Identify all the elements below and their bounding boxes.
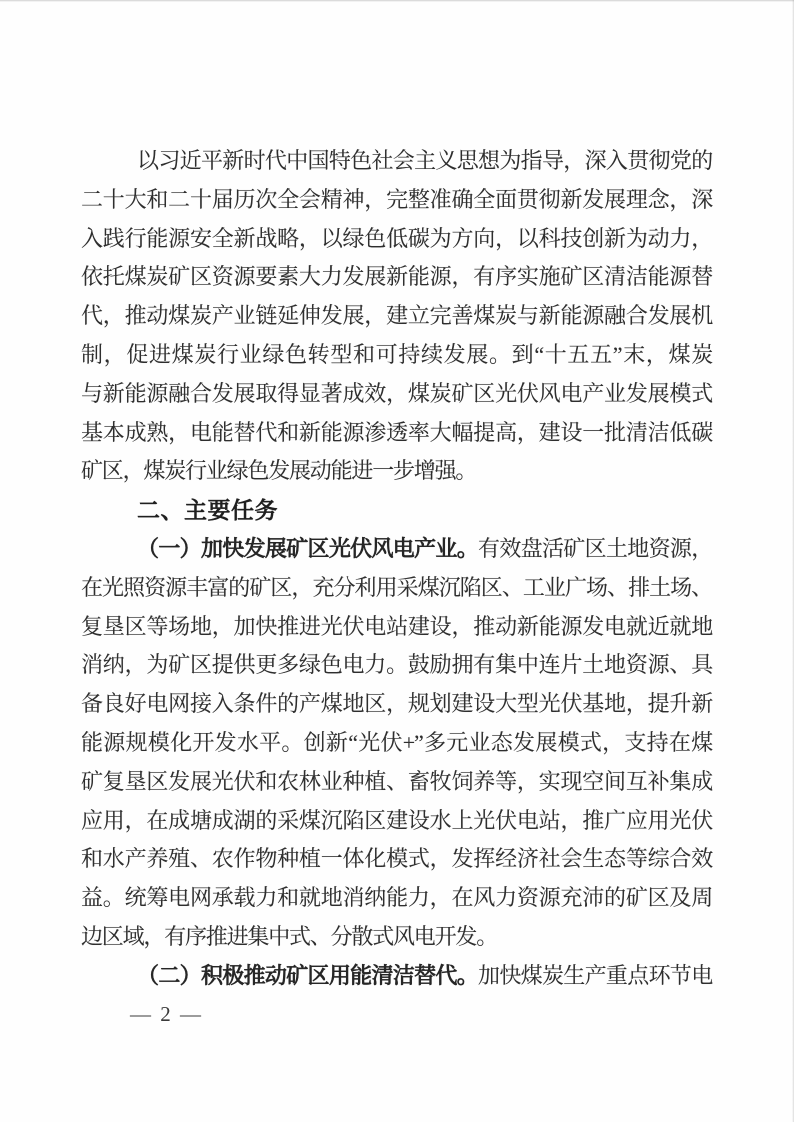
body-text: 和水产养殖、农作物种植一体化模式，发挥经济社会生态等综合效 (81, 846, 712, 872)
section-heading-main-tasks (81, 491, 712, 530)
body-text: 代，推动煤炭产业链延伸发展，建立完善煤炭与新能源融合发展机 (81, 303, 712, 329)
text-line (81, 491, 712, 530)
body-text: 边区域，有序推进集中式、分散式风电开发。 (81, 923, 498, 949)
text-line (81, 220, 712, 259)
text-line (81, 685, 712, 724)
text-line (81, 258, 712, 297)
body-text: 矿复垦区发展光伏和农林业种植、畜牧饲养等，实现空间互补集成 (81, 768, 712, 794)
text-line (81, 530, 712, 569)
body-text: 入践行能源安全新战略，以绿色低碳为方向，以科技创新为动力， (81, 225, 712, 251)
body-text: 基本成熟，电能替代和新能源渗透率大幅提高，建设一批清洁低碳 (81, 419, 712, 445)
body-text: 益。统筹电网承载力和就地消纳能力，在风力资源充沛的矿区及周 (81, 885, 712, 911)
emphasized-text: （一）加快发展矿区光伏风电产业。 (137, 535, 479, 561)
text-line (81, 918, 712, 957)
text-line (81, 840, 712, 879)
body-text: 制，促进煤炭行业绿色转型和可持续发展。到“十五五”末，煤炭 (81, 341, 712, 367)
para-task-1-solar-wind (81, 530, 712, 957)
text-line (81, 452, 712, 491)
text-line (81, 142, 712, 181)
body-text: 依托煤炭矿区资源要素大力发展新能源，有序实施矿区清洁能源替 (81, 264, 712, 290)
body-text: 二十大和二十届历次全会精神，完整准确全面贯彻新发展理念，深 (81, 186, 712, 212)
document-body (81, 142, 712, 996)
body-text: 有效盘活矿区土地资源， (478, 535, 712, 561)
text-line (81, 724, 712, 763)
para-task-2-clean-energy-substitution (81, 957, 712, 996)
text-line (81, 608, 712, 647)
body-text: 复垦区等场地，加快推进光伏电站建设，推动新能源发电就近就地 (81, 613, 712, 639)
text-line (81, 879, 712, 918)
text-line (81, 802, 712, 841)
page-number: — 2 — (130, 1002, 203, 1026)
text-line (81, 957, 712, 996)
emphasized-text: （二）积极推动矿区用能清洁替代。 (137, 962, 479, 988)
body-text: 以习近平新时代中国特色社会主义思想为指导，深入贯彻党的 (137, 148, 712, 173)
para-guiding-principles (81, 142, 712, 491)
text-line (81, 375, 712, 414)
body-text: 与新能源融合发展取得显著成效，煤炭矿区光伏风电产业发展模式 (81, 380, 712, 406)
text-line (81, 763, 712, 802)
text-line (81, 414, 712, 453)
body-text: 消纳，为矿区提供更多绿色电力。鼓励拥有集中连片土地资源、具 (81, 652, 712, 678)
text-line (81, 646, 712, 685)
body-text: 备良好电网接入条件的产煤地区，规划建设大型光伏基地，提升新 (81, 691, 712, 717)
body-text: 应用，在成塘成湖的采煤沉陷区建设水上光伏电站，推广应用光伏 (81, 807, 712, 833)
body-text: 二、主要任务 (137, 497, 278, 524)
body-text: 在光照资源丰富的矿区，充分利用采煤沉陷区、工业广场、排土场、 (81, 574, 712, 600)
text-line (81, 181, 712, 220)
text-line (81, 336, 712, 375)
body-text: 矿区，煤炭行业绿色发展动能进一步增强。 (81, 458, 477, 484)
body-text: 加快煤炭生产重点环节电 (478, 962, 712, 988)
text-line (81, 569, 712, 608)
text-line (81, 297, 712, 336)
body-text: 能源规模化开发水平。创新“光伏+”多元业态发展模式，支持在煤 (81, 729, 712, 755)
